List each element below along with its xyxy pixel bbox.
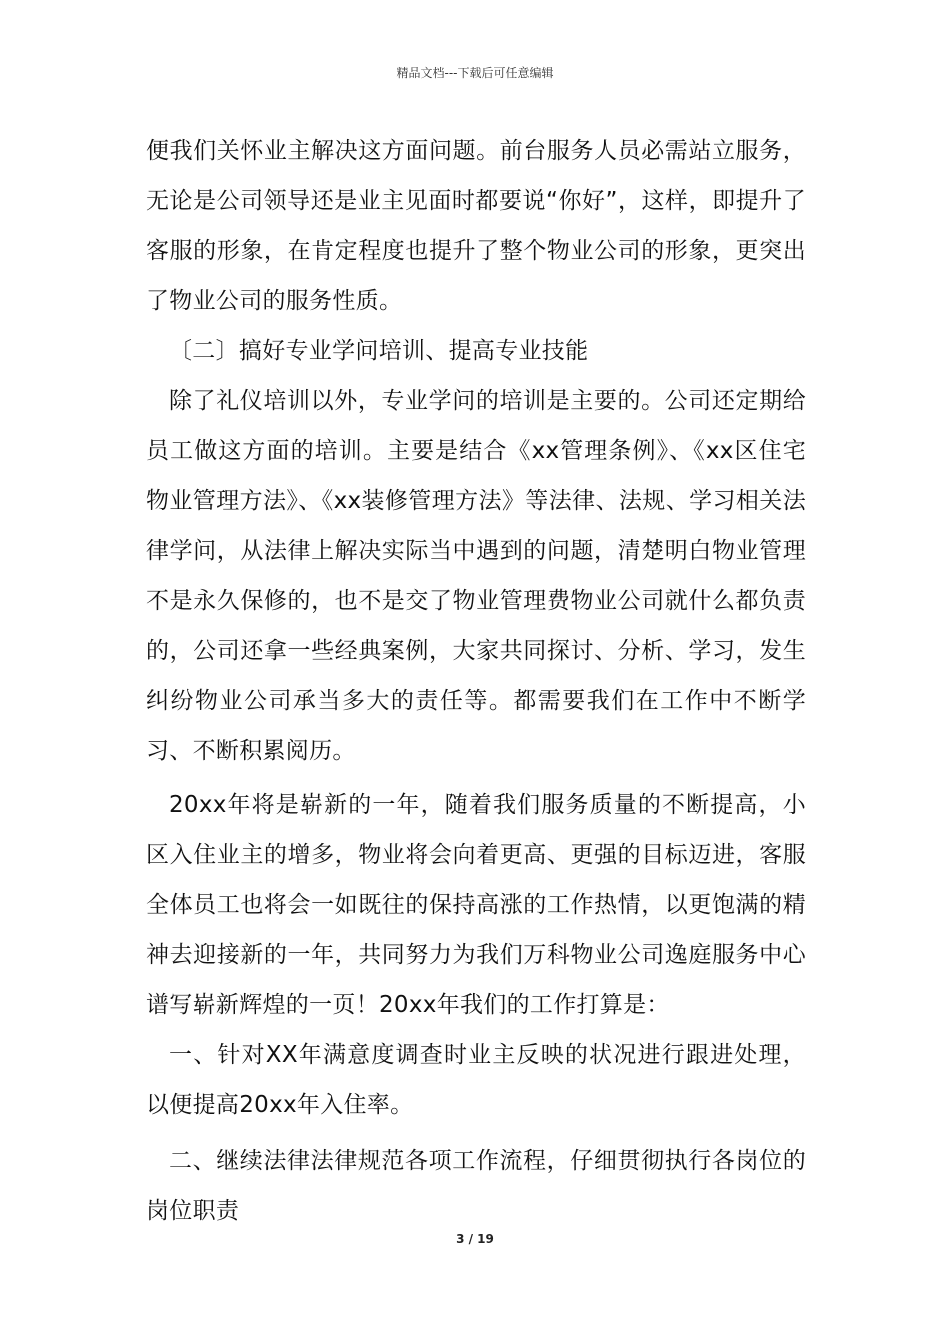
- paragraph-continuation: 便我们关怀业主解决这方面问题。前台服务人员必需站立服务，无论是公司领导还是业主见面时都要说“你好”，这样，即提升了客服的形象，在肯定程度也提升了整个物业公司的形象，更突出了物业公司的服务性质。: [146, 138, 806, 314]
- paragraph-training: 除了礼仪培训以外，专业学问的培训是主要的。公司还定期给员工做这方面的培训。主要是结合《xx管理条例》、《xx区住宅物业管理方法》、《xx装修管理方法》等法律、法规、学习相关法律学问，从法律上解决实际当中遇到的问题，清楚明白物业管理不是永久保修的，也不是交了物业管理费物业公司就什么都负责的，公司还拿一些经典案例，大家共同探讨、分析、学习，发生纠纷物业公司承当多大的责任等。都需要我们在工作中不断学习、不断积累阅历。: [146, 388, 806, 764]
- page-header: 精品文档---下载后可任意编辑: [396, 66, 554, 80]
- paragraph-plan-2: 二、继续法律法律规范各项工作流程，仔细贯彻执行各岗位的岗位职责: [146, 1148, 806, 1224]
- paragraph-new-year: 20xx年将是崭新的一年，随着我们服务质量的不断提高，小区入住业主的增多，物业将会向着更高、更强的目标迈进，客服全体员工也将会一如既往的保持高涨的工作热情，以更饱满的精神去迎接新的一年，共同努力为我们万科物业公司逸庭服务中心谱写崭新辉煌的一页！20xx年我们的工作打算是：: [146, 792, 806, 1018]
- page-number: 3 / 19: [456, 1232, 494, 1246]
- document-body: [146, 126, 806, 1236]
- section-heading: 〔二〕搞好专业学问培训、提高专业技能: [169, 338, 589, 364]
- paragraph-plan-1: 一、针对XX年满意度调查时业主反映的状况进行跟进处理，以便提高20xx年入住率。: [146, 1042, 806, 1118]
